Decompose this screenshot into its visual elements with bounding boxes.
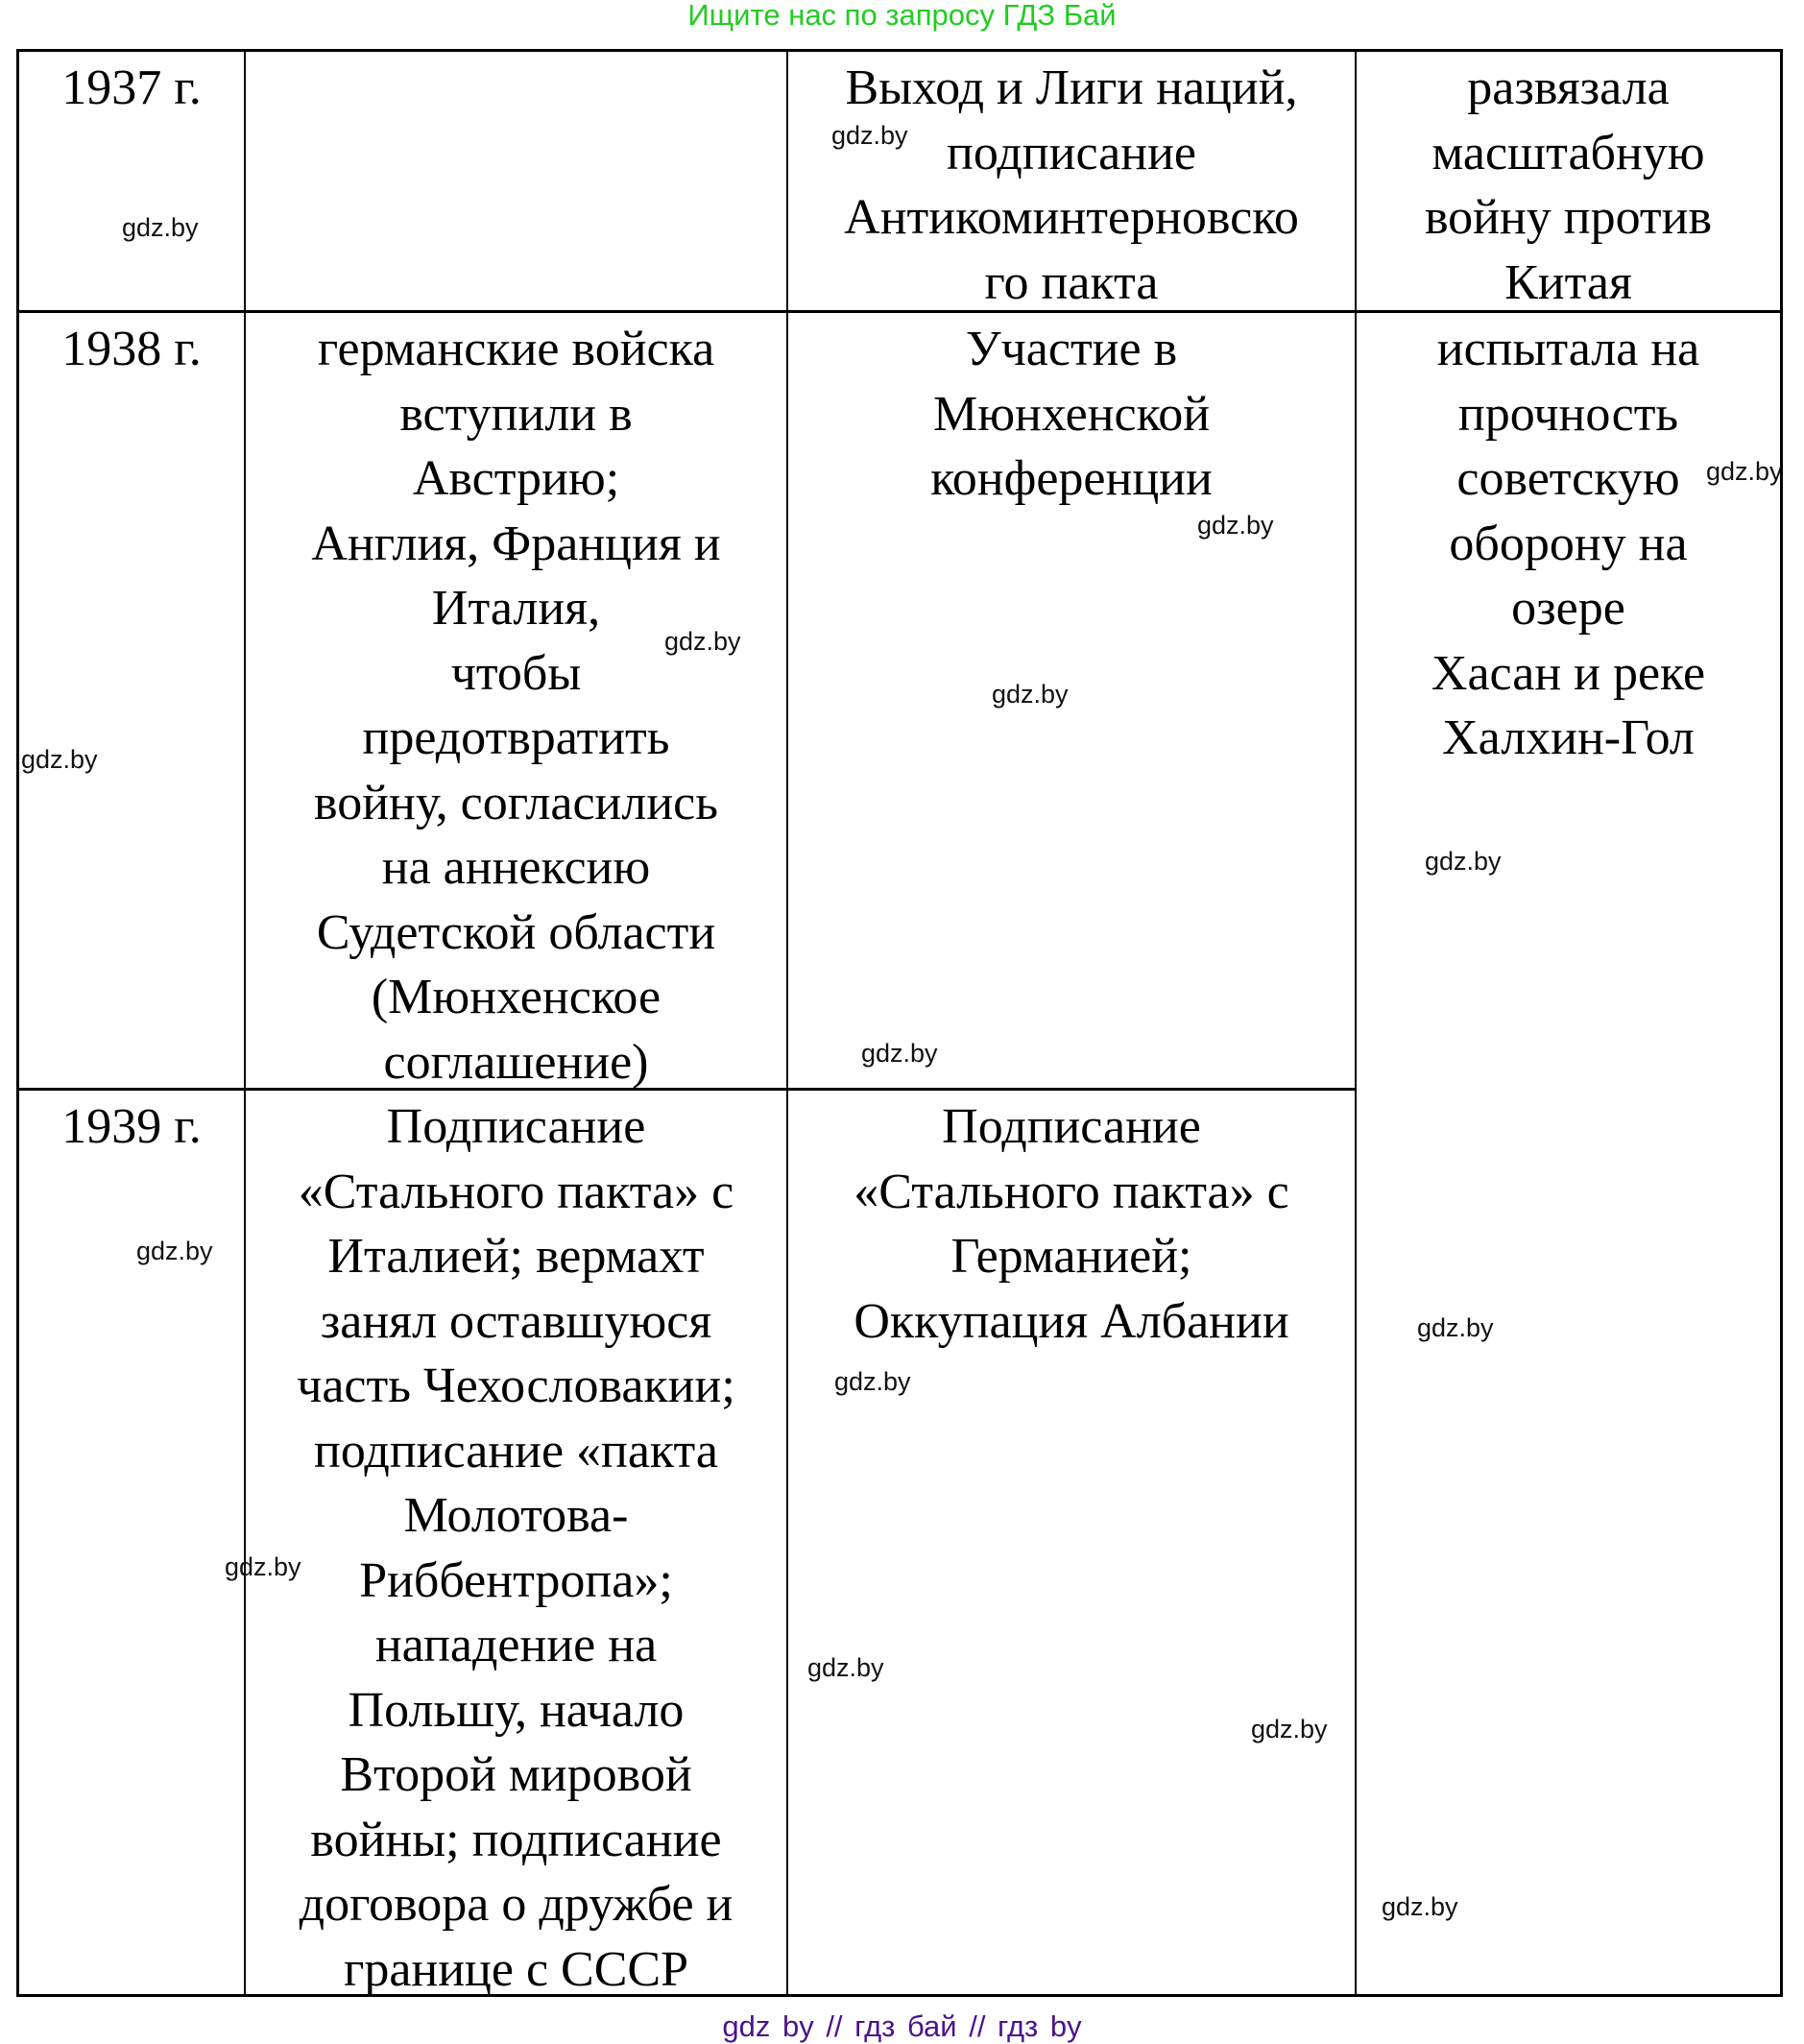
watermark: gdz.by [21,745,98,774]
search-hint-banner: Ищите нас по запросу ГДЗ Бай [687,0,1117,32]
watermark: gdz.by [1197,511,1274,540]
watermark: gdz.by [992,680,1069,709]
cell-germany-1937 [246,52,786,56]
watermark: gdz.by [664,627,741,656]
cell-japan-1937: развязала масштабную войну против Китая [1424,60,1713,310]
cell-year-1939: 1939 г. [61,1099,202,1154]
cell-japan-1938-1939: испытала на прочность советскую оборону на озере Хасан и реке Халхин-Гол [1431,322,1706,765]
watermark: gdz.by [831,121,908,150]
watermark: gdz.by [1382,1892,1458,1921]
watermark: gdz.by [807,1653,884,1682]
watermark: gdz.by [1417,1313,1494,1342]
site-footer: gdz by // гдз бай // гдз by [722,2009,1082,2043]
watermark: gdz.by [1425,847,1502,876]
watermark: gdz.by [136,1237,213,1265]
cell-italy-1939: Подписание «Стального пакта» с Германией; Оккупация Албании [854,1099,1289,1349]
watermark: gdz.by [122,213,199,242]
watermark: gdz.by [1251,1715,1328,1743]
watermark: gdz.by [225,1552,301,1581]
watermark: gdz.by [861,1039,938,1068]
watermark: gdz.by [834,1367,911,1396]
cell-year-1938: 1938 г. [61,322,202,376]
cell-italy-1938: Участие в Мюнхенской конференции [930,322,1213,506]
cell-year-1937: 1937 г. [61,60,202,115]
cell-germany-1939: Подписание «Стального пакта» с Италией; вермахт занял оставшуюся часть Чехословакии; подписание «пакта Молотова- Риббентропа»; нападение на Польшу, начало Второй мировой войны; подписание договора о дружбе и границе с СССР [297,1099,735,1997]
cell-germany-1938: германские войска вступили в Австрию; Англия, Франция и Италия, чтобы предотвратить войну, согласились на аннексию Судетской области (Мюнхенское соглашение) [311,322,721,1090]
cell-italy-1937: Выход и Лиги наций, подписание Антикоминтерновско го пакта [844,60,1299,310]
watermark: gdz.by [1706,457,1783,486]
